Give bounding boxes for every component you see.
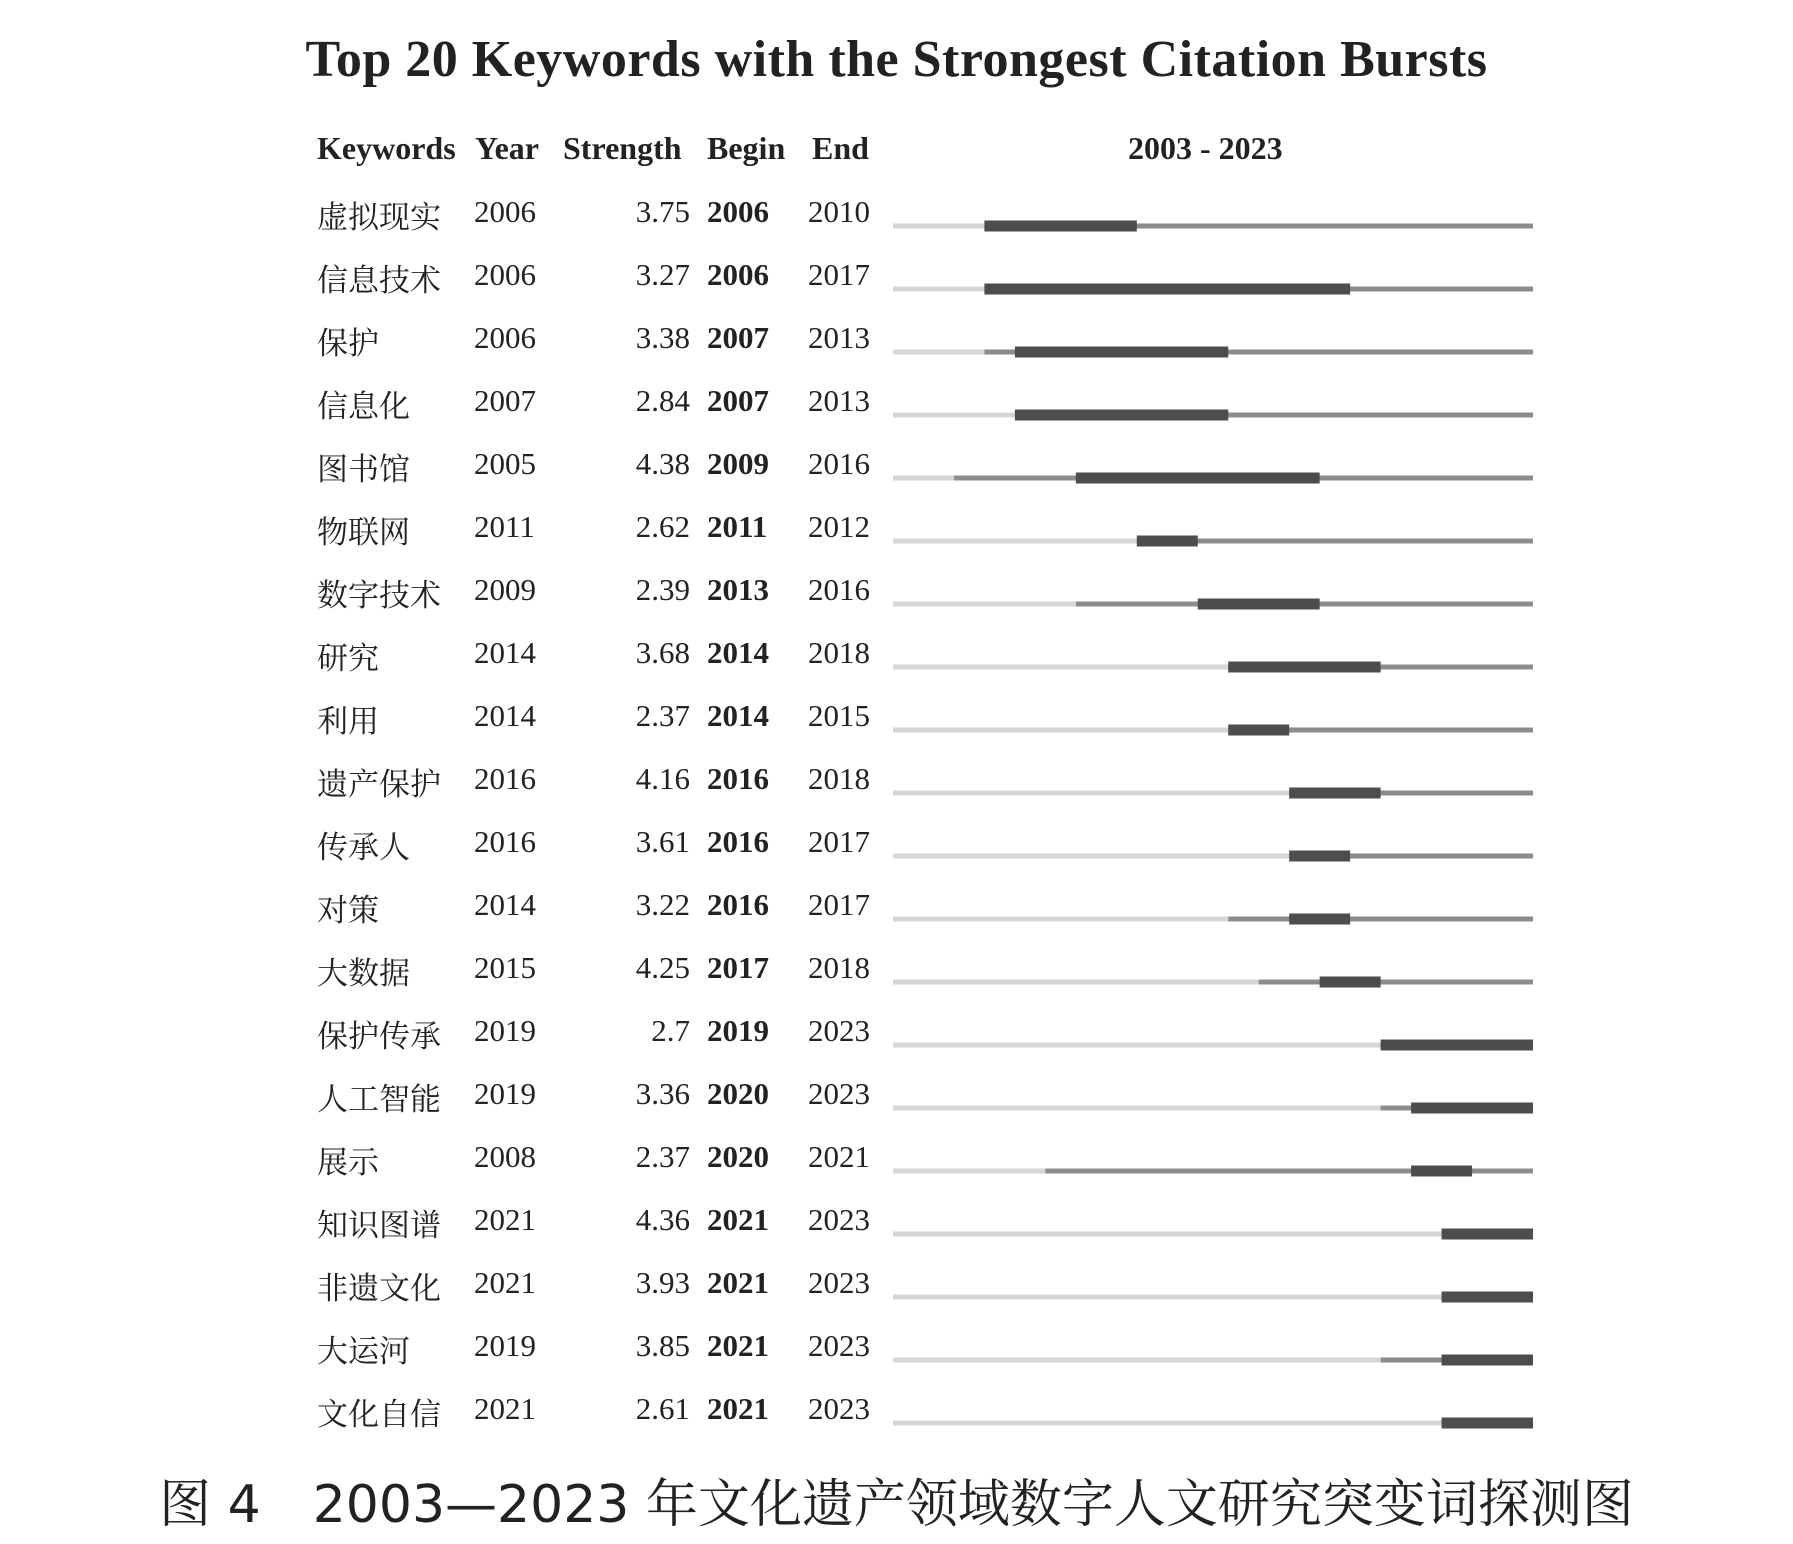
strength-cell: 2.84 (635, 383, 690, 418)
end-cell: 2013 (808, 383, 870, 418)
burst-bar (1381, 1040, 1533, 1051)
end-cell: 2023 (808, 1391, 870, 1426)
table-row (0, 1259, 1793, 1322)
year-cell: 2019 (474, 1076, 536, 1111)
burst-timeline-svg (893, 755, 1533, 818)
end-cell: 2016 (808, 572, 870, 607)
burst-timeline (893, 251, 1533, 314)
keyword-cell: 知识图谱 (317, 1208, 441, 1244)
end-cell: 2023 (808, 1076, 870, 1111)
year-cell: 2014 (474, 635, 536, 670)
table-row (0, 377, 1793, 440)
burst-timeline (893, 944, 1533, 1007)
year-cell: 2016 (474, 761, 536, 796)
burst-timeline (893, 1322, 1533, 1385)
burst-bar (1442, 1229, 1533, 1240)
end-cell: 2017 (808, 257, 870, 292)
keyword-cell: 利用 (317, 704, 379, 740)
begin-cell: 2011 (707, 509, 768, 544)
burst-timeline (893, 377, 1533, 440)
burst-bar (1137, 536, 1198, 547)
burst-timeline-svg (893, 1070, 1533, 1133)
begin-cell: 2009 (707, 446, 769, 481)
burst-timeline (893, 188, 1533, 251)
burst-bar (1228, 725, 1289, 736)
table-row (0, 1322, 1793, 1385)
table-row (0, 1196, 1793, 1259)
burst-timeline-svg (893, 251, 1533, 314)
begin-cell: 2019 (707, 1013, 769, 1048)
keyword-cell: 展示 (317, 1145, 379, 1181)
pre-appearance-segment (893, 1043, 1381, 1048)
keyword-cell: 大运河 (317, 1334, 410, 1370)
table-row (0, 1133, 1793, 1196)
pre-appearance-segment (893, 539, 1137, 544)
table-row (0, 188, 1793, 251)
strength-cell: 3.68 (635, 635, 690, 670)
burst-timeline-svg (893, 503, 1533, 566)
keyword-cell: 保护传承 (317, 1019, 441, 1055)
year-cell: 2021 (474, 1391, 536, 1426)
burst-timeline-svg (893, 1259, 1533, 1322)
begin-cell: 2006 (707, 257, 769, 292)
keyword-cell: 图书馆 (317, 452, 410, 488)
header-begin: Begin (707, 130, 786, 166)
table-row (0, 251, 1793, 314)
year-cell: 2006 (474, 194, 536, 229)
strength-cell: 3.75 (635, 194, 690, 229)
end-cell: 2018 (808, 950, 870, 985)
end-cell: 2012 (808, 509, 870, 544)
begin-cell: 2014 (707, 698, 769, 733)
strength-cell: 3.93 (635, 1265, 690, 1300)
begin-cell: 2014 (707, 635, 769, 670)
burst-timeline-svg (893, 1322, 1533, 1385)
end-cell: 2021 (808, 1139, 870, 1174)
end-cell: 2016 (808, 446, 870, 481)
begin-cell: 2013 (707, 572, 769, 607)
strength-cell: 4.36 (635, 1202, 690, 1237)
begin-cell: 2016 (707, 761, 769, 796)
burst-bar (1076, 473, 1320, 484)
strength-cell: 2.62 (635, 509, 690, 544)
keyword-cell: 文化自信 (317, 1397, 441, 1433)
pre-appearance-segment (893, 1232, 1442, 1237)
burst-timeline-svg (893, 314, 1533, 377)
year-cell: 2009 (474, 572, 536, 607)
year-cell: 2006 (474, 257, 536, 292)
burst-bar (984, 284, 1350, 295)
burst-timeline-svg (893, 818, 1533, 881)
end-cell: 2023 (808, 1265, 870, 1300)
year-cell: 2021 (474, 1202, 536, 1237)
year-cell: 2014 (474, 887, 536, 922)
header-timeline-range: 2003 - 2023 (1128, 130, 1283, 166)
begin-cell: 2021 (707, 1265, 769, 1300)
end-cell: 2023 (808, 1013, 870, 1048)
keyword-cell: 研究 (317, 641, 379, 677)
keyword-cell: 信息化 (317, 389, 410, 425)
year-cell: 2007 (474, 383, 536, 418)
burst-bar (1411, 1166, 1472, 1177)
burst-timeline (893, 755, 1533, 818)
burst-bar (1289, 914, 1350, 925)
header-year: Year (475, 130, 539, 166)
strength-cell: 2.37 (635, 698, 690, 733)
year-cell: 2014 (474, 698, 536, 733)
burst-timeline (893, 1385, 1533, 1448)
end-cell: 2013 (808, 320, 870, 355)
burst-timeline (893, 1196, 1533, 1259)
burst-bar (1320, 977, 1381, 988)
burst-timeline-svg (893, 188, 1533, 251)
burst-bar (1198, 599, 1320, 610)
burst-timeline (893, 1007, 1533, 1070)
pre-appearance-segment (893, 1358, 1381, 1363)
end-cell: 2017 (808, 824, 870, 859)
burst-timeline-svg (893, 881, 1533, 944)
pre-appearance-segment (893, 1106, 1381, 1111)
table-row (0, 818, 1793, 881)
strength-cell: 3.38 (635, 320, 690, 355)
burst-timeline (893, 818, 1533, 881)
burst-table (0, 188, 1793, 1448)
keyword-cell: 保护 (317, 326, 379, 362)
table-row (0, 1007, 1793, 1070)
begin-cell: 2021 (707, 1202, 769, 1237)
pre-appearance-segment (893, 287, 984, 292)
table-row (0, 566, 1793, 629)
table-row (0, 881, 1793, 944)
pre-appearance-segment (893, 791, 1289, 796)
burst-timeline-svg (893, 1196, 1533, 1259)
active-segment (1259, 980, 1533, 985)
begin-cell: 2020 (707, 1139, 769, 1174)
table-row (0, 944, 1793, 1007)
pre-appearance-segment (893, 980, 1259, 985)
table-row (0, 440, 1793, 503)
pre-appearance-segment (893, 602, 1076, 607)
year-cell: 2019 (474, 1013, 536, 1048)
year-cell: 2011 (474, 509, 535, 544)
pre-appearance-segment (893, 665, 1228, 670)
burst-timeline-svg (893, 629, 1533, 692)
burst-bar (1289, 851, 1350, 862)
burst-bar (984, 221, 1136, 232)
burst-timeline (893, 1133, 1533, 1196)
strength-cell: 2.7 (651, 1013, 690, 1048)
keyword-cell: 对策 (317, 893, 379, 929)
burst-timeline (893, 566, 1533, 629)
strength-cell: 4.38 (635, 446, 690, 481)
burst-timeline-svg (893, 1007, 1533, 1070)
strength-cell: 4.25 (635, 950, 690, 985)
table-row (0, 692, 1793, 755)
table-row (0, 1385, 1793, 1448)
end-cell: 2023 (808, 1328, 870, 1363)
strength-cell: 2.39 (635, 572, 690, 607)
begin-cell: 2017 (707, 950, 769, 985)
keyword-cell: 传承人 (317, 830, 410, 866)
end-cell: 2018 (808, 635, 870, 670)
burst-bar (1442, 1292, 1533, 1303)
pre-appearance-segment (893, 350, 984, 355)
burst-timeline-svg (893, 1133, 1533, 1196)
burst-bar (1015, 410, 1228, 421)
pre-appearance-segment (893, 476, 954, 481)
pre-appearance-segment (893, 1421, 1442, 1426)
begin-cell: 2016 (707, 887, 769, 922)
burst-timeline (893, 881, 1533, 944)
strength-cell: 3.22 (635, 887, 690, 922)
pre-appearance-segment (893, 1169, 1045, 1174)
year-cell: 2015 (474, 950, 536, 985)
begin-cell: 2021 (707, 1328, 769, 1363)
burst-bar (1015, 347, 1228, 358)
strength-cell: 3.61 (635, 824, 690, 859)
burst-bar (1289, 788, 1380, 799)
table-row (0, 629, 1793, 692)
burst-timeline-svg (893, 692, 1533, 755)
end-cell: 2023 (808, 1202, 870, 1237)
year-cell: 2021 (474, 1265, 536, 1300)
end-cell: 2015 (808, 698, 870, 733)
header-end: End (812, 130, 869, 166)
pre-appearance-segment (893, 728, 1228, 733)
table-row (0, 503, 1793, 566)
burst-timeline (893, 1070, 1533, 1133)
pre-appearance-segment (893, 413, 1015, 418)
table-row (0, 314, 1793, 377)
burst-bar (1442, 1355, 1533, 1366)
burst-timeline-svg (893, 440, 1533, 503)
year-cell: 2016 (474, 824, 536, 859)
keyword-cell: 数字技术 (317, 578, 441, 614)
keyword-cell: 信息技术 (317, 263, 441, 299)
active-segment (1228, 917, 1533, 922)
burst-timeline (893, 1259, 1533, 1322)
pre-appearance-segment (893, 854, 1289, 859)
pre-appearance-segment (893, 917, 1228, 922)
strength-cell: 3.27 (635, 257, 690, 292)
begin-cell: 2016 (707, 824, 769, 859)
burst-bar (1442, 1418, 1533, 1429)
end-cell: 2010 (808, 194, 870, 229)
year-cell: 2008 (474, 1139, 536, 1174)
end-cell: 2018 (808, 761, 870, 796)
burst-timeline (893, 629, 1533, 692)
keyword-cell: 大数据 (317, 956, 410, 992)
burst-timeline (893, 503, 1533, 566)
keyword-cell: 遗产保护 (317, 767, 441, 803)
begin-cell: 2020 (707, 1076, 769, 1111)
table-row (0, 755, 1793, 818)
keyword-cell: 非遗文化 (317, 1271, 441, 1307)
burst-bar (1228, 662, 1380, 673)
strength-cell: 4.16 (635, 761, 690, 796)
figure-caption: 图 4 2003—2023 年文化遗产领域数字人文研究突变词探测图 (159, 1475, 1634, 1535)
chart-title: Top 20 Keywords with the Strongest Citation Bursts (305, 31, 1488, 88)
begin-cell: 2007 (707, 383, 769, 418)
year-cell: 2005 (474, 446, 536, 481)
year-cell: 2019 (474, 1328, 536, 1363)
strength-cell: 2.37 (635, 1139, 690, 1174)
burst-timeline (893, 440, 1533, 503)
header-strength: Strength (563, 130, 682, 166)
header-keywords: Keywords (317, 130, 456, 166)
burst-timeline (893, 692, 1533, 755)
keyword-cell: 虚拟现实 (317, 200, 441, 236)
keyword-cell: 人工智能 (317, 1082, 441, 1118)
strength-cell: 2.61 (635, 1391, 690, 1426)
burst-timeline-svg (893, 1385, 1533, 1448)
strength-cell: 3.36 (635, 1076, 690, 1111)
pre-appearance-segment (893, 1295, 1442, 1300)
burst-timeline-svg (893, 944, 1533, 1007)
burst-timeline-svg (893, 377, 1533, 440)
year-cell: 2006 (474, 320, 536, 355)
keyword-cell: 物联网 (317, 515, 410, 551)
strength-cell: 3.85 (635, 1328, 690, 1363)
begin-cell: 2006 (707, 194, 769, 229)
end-cell: 2017 (808, 887, 870, 922)
pre-appearance-segment (893, 224, 984, 229)
table-row (0, 1070, 1793, 1133)
begin-cell: 2021 (707, 1391, 769, 1426)
begin-cell: 2007 (707, 320, 769, 355)
burst-bar (1411, 1103, 1533, 1114)
burst-timeline-svg (893, 566, 1533, 629)
burst-timeline (893, 314, 1533, 377)
